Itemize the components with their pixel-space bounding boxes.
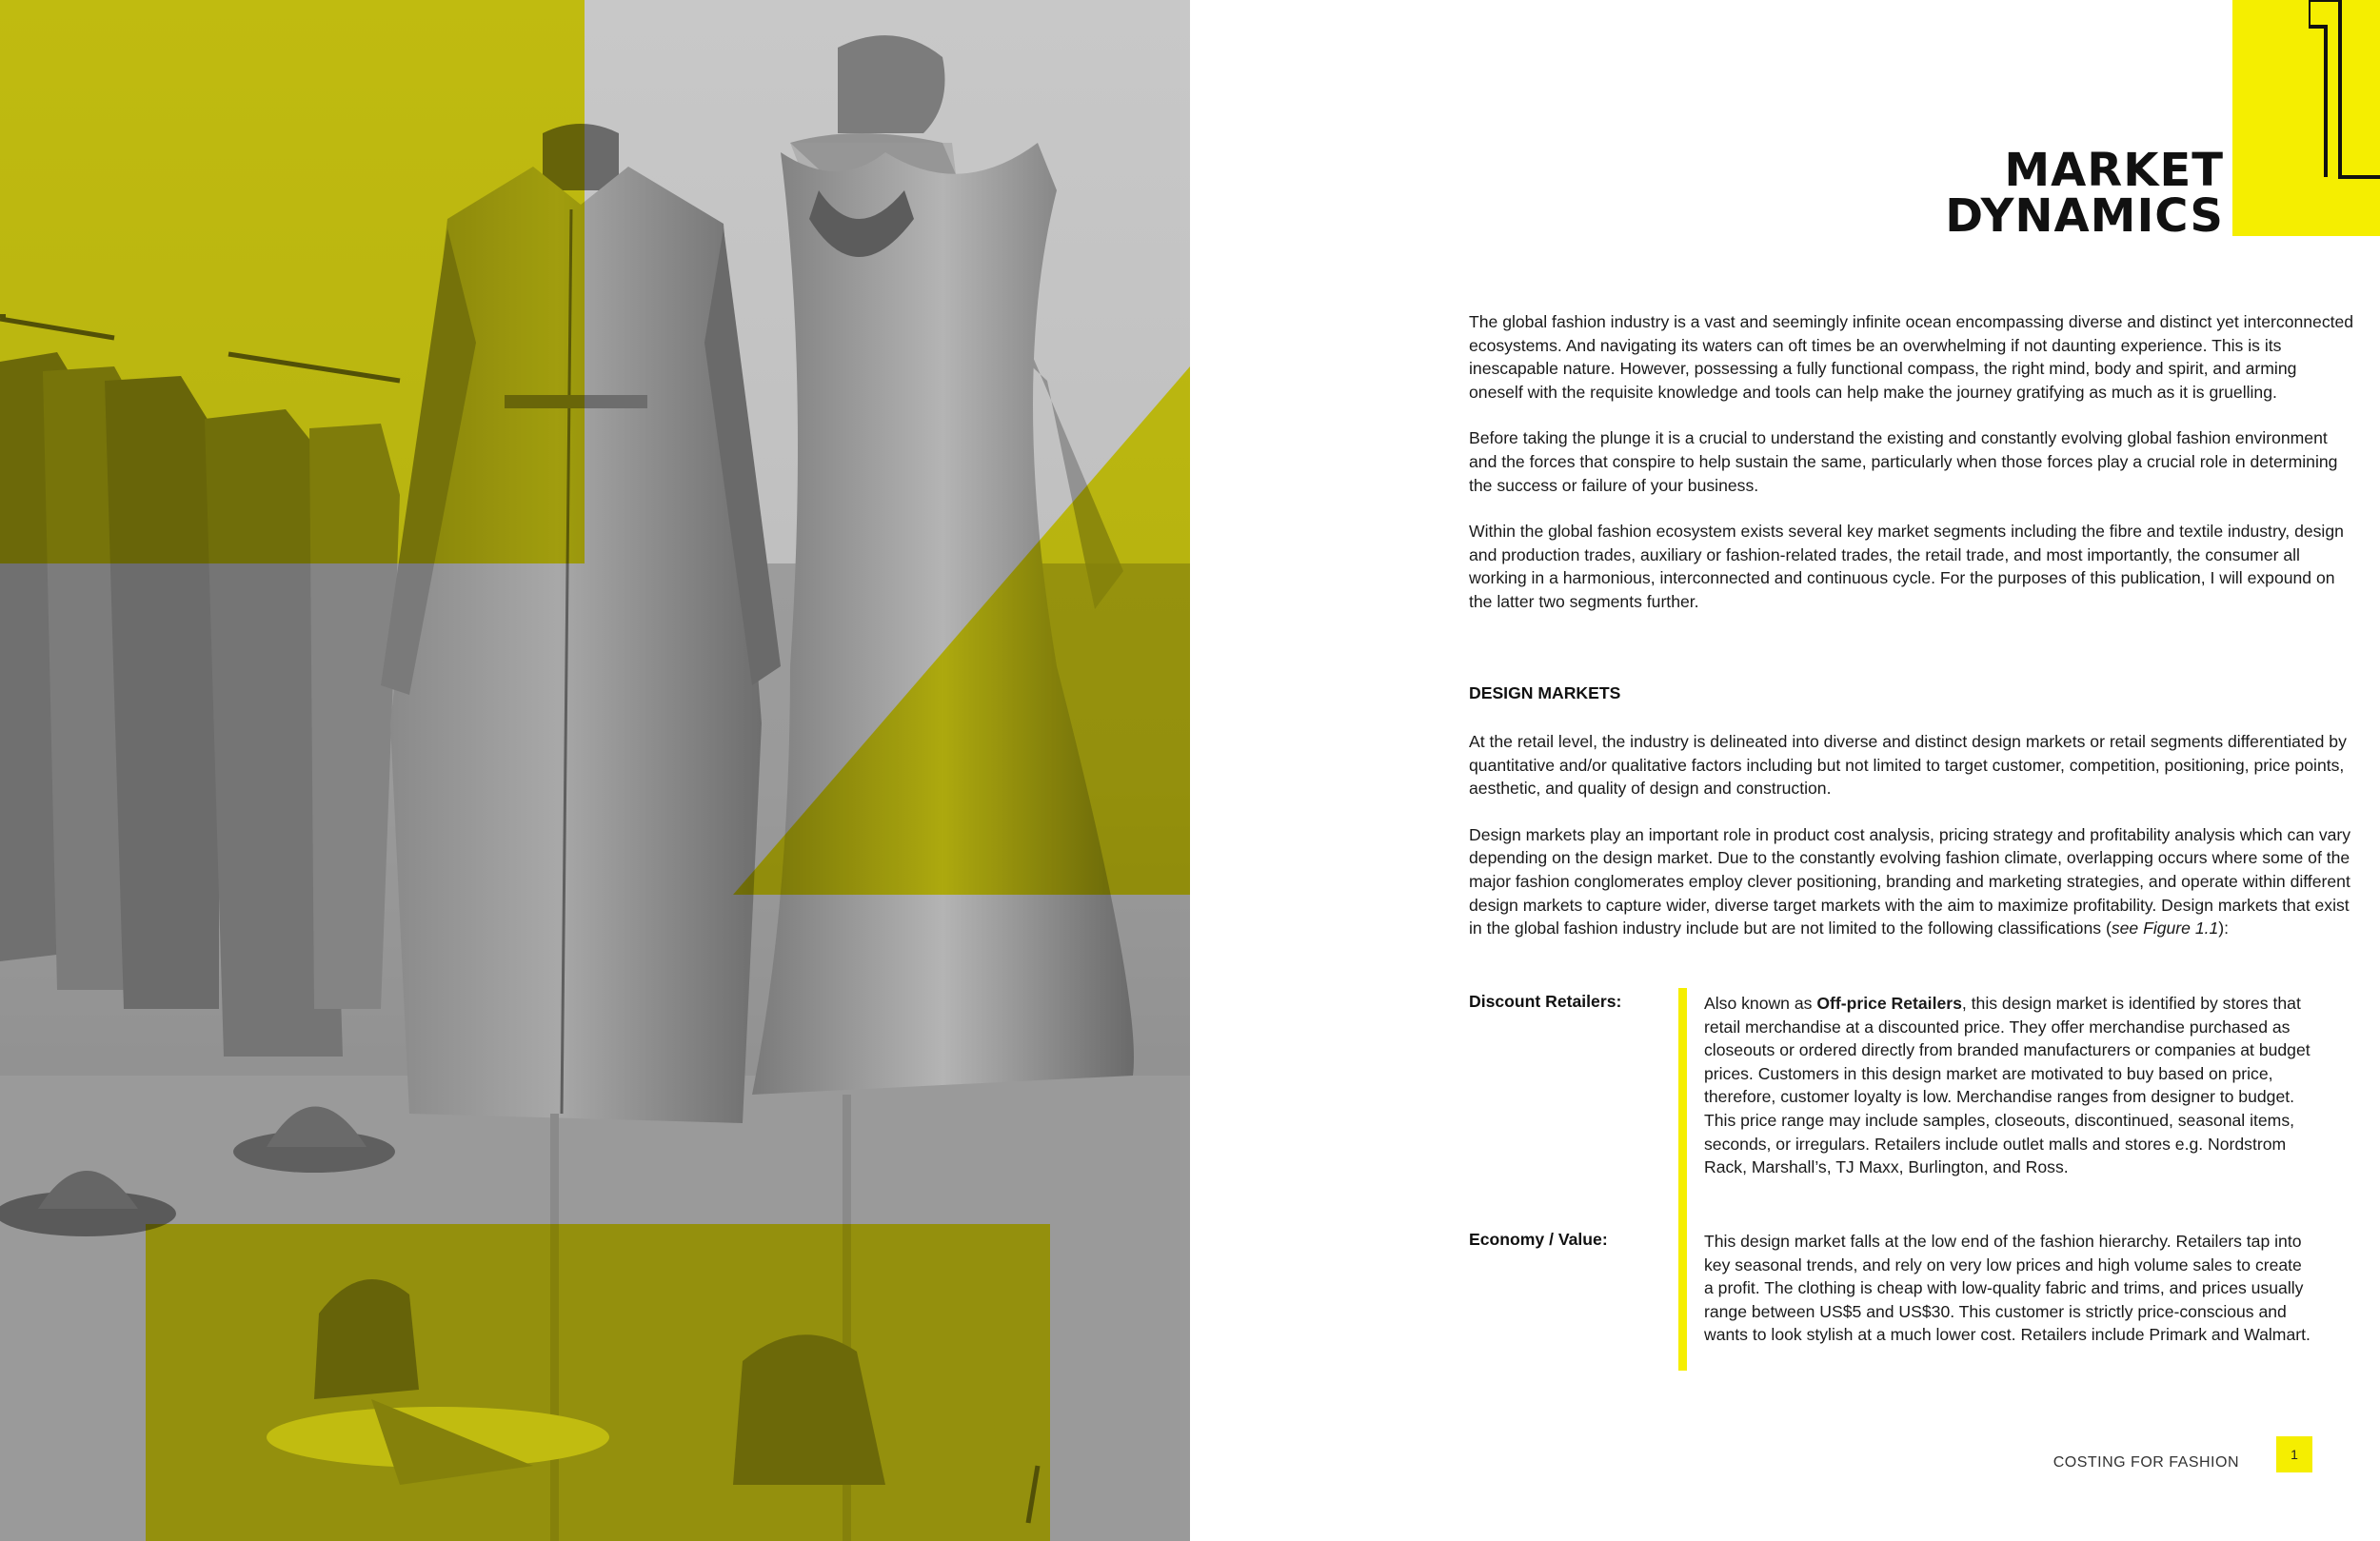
title-line-1: MARKET [2004, 144, 2224, 198]
definition-discount-retailers [1704, 992, 2313, 1179]
design-markets-paragraph-2 [1469, 823, 2354, 940]
definition-economy-value: This design market falls at the low end of the fashion hierarchy. Retailers tap into key seasonal trends, and rely on very low prices and high volume sales to create a profit. The clothing is cheap with low-quality fabric and trims, and prices usually range between US$5 and US$30. This customer is strictly price-conscious and wants to look stylish at a much lower cost. Retailers include Primark and Walmart. [1704, 1232, 2311, 1345]
intro-paragraph-2: Before taking the plunge it is a crucial to understand the existing and constantly evolving global fashion environment and the forces that conspire to help sustain the same, particularly when those forces play a crucial role in determining the success or failure of your business. [1469, 428, 2338, 495]
yellow-block-top [0, 0, 585, 563]
chapter-one-numeral-graphic [2309, 0, 2380, 206]
intro-paragraph-1: The global fashion industry is a vast and seemingly infinite ocean encompassing diverse and distinct yet interconnected ecosystems. And navigating its waters can oft times be an overwhelming if not daunting experience. This is its inescapable nature. However, possessing a fully functional compass, the right mind, body and spirit, and arming oneself with the requisite knowledge and tools can help make the journey gratifying as much as it is gruelling. [1469, 312, 2354, 402]
design-markets-heading: DESIGN MARKETS [1469, 683, 1621, 702]
paragraph-text-end: ): [2218, 919, 2230, 938]
intro-section [1469, 310, 2354, 637]
title-line-2: DYNAMICS [1945, 189, 2224, 244]
page-number: 1 [2276, 1436, 2312, 1472]
definition-rule [1678, 988, 1687, 1371]
yellow-block-bottom [146, 1224, 1050, 1541]
intro-paragraph-3: Within the global fashion ecosystem exists several key market segments including the fibre and textile industry, design and production trades, auxiliary or fashion-related trades, the retail trade, and most importantly, the consumer all working in a harmonious, interconnected and continuous cycle. For the purposes of this publication, I will expound on the latter two segments further. [1469, 522, 2344, 611]
figure-reference: see Figure 1.1 [2111, 919, 2219, 938]
definition-bold-term: Off-price Retailers [1816, 994, 1962, 1013]
paragraph-text: Design markets play an important role in product cost analysis, pricing strategy and profitability analysis which can vary depending on the design market. Due to the constantly evolving fashion climate, overlapping occurs where some of the major fashion conglomerates employ clever positioning, branding and marketing strategies, and operate within different design markets to capture wider, diverse target markets with the aim to maximize profitability. Design markets that exist in the global fashion industry include but are not limited to the following classifications ( [1469, 824, 2351, 938]
design-markets-section [1469, 730, 2354, 963]
term-discount-retailers: Discount Retailers: [1469, 992, 1622, 1011]
term-economy-value: Economy / Value: [1469, 1230, 1608, 1249]
design-markets-paragraph-1: At the retail level, the industry is delineated into diverse and distinct design markets or retail segments differentiated by quantitative and/or qualitative factors including but not limited to target customer, competition, positioning, price points, aesthetic, and quality of design and construction. [1469, 732, 2347, 799]
definition-text-rest: , this design market is identified by stores that retail merchandise at a discounted price. They offer merchandise purchased as closeouts or ordered directly from branded manufacturers or companies at budget prices. Customers in this design market are motivated to buy based on price, therefore, customer loyalty is low. Merchandise ranges from designer to budget. This price range may include samples, closeouts, discontinued, seasonal items, seconds, or irregulars. Retailers include outlet malls and stores e.g. Nordstrom Rack, Marshall’s, TJ Maxx, Burlington, and Ross. [1704, 994, 2311, 1177]
definition-text: Also known as [1704, 994, 1817, 1013]
text-page [1190, 0, 2380, 1541]
page-title [1945, 144, 2224, 244]
running-footer-title: COSTING FOR FASHION [2053, 1454, 2239, 1471]
